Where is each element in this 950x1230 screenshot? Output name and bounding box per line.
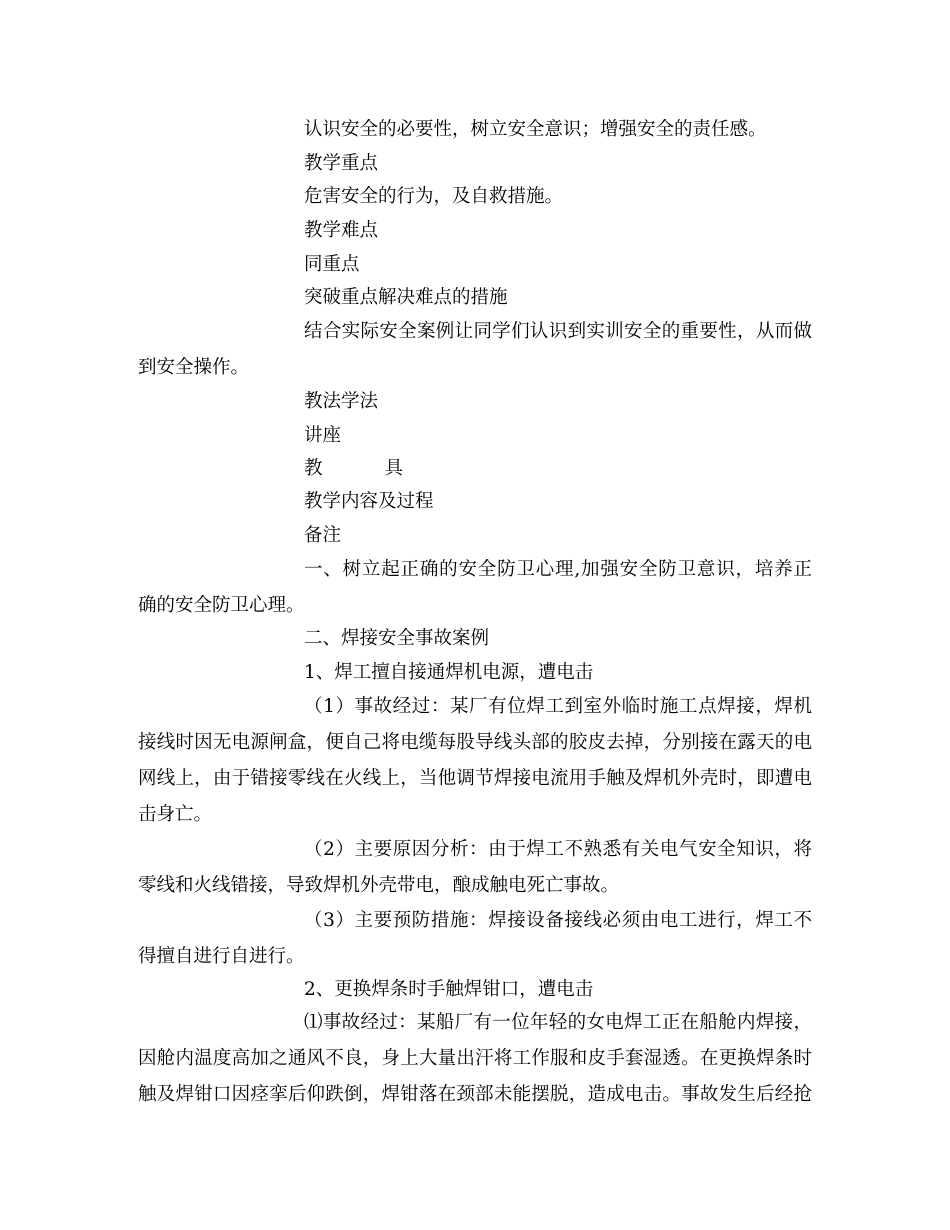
text-line: 一、树立起正确的安全防卫心理,加强安全防卫意识，培养正 [304, 559, 812, 580]
text-line: 结合实际安全案例让同学们认识到实训安全的重要性，从而做 [304, 321, 812, 342]
text-line: ⑴事故经过：某船厂有一位年轻的女电焊工正在船舱内焊接， [304, 1012, 812, 1033]
teaching-aids-char-2: 具 [384, 458, 404, 479]
case-heading: 2、更换焊条时手触焊钳口，遭电击 [304, 979, 594, 1000]
heading-teaching-difficulty: 教学难点 [304, 220, 379, 241]
heading-teaching-focus: 教学重点 [304, 153, 379, 174]
text-line: 因舱内温度高加之通风不良，身上大量出汗将工作服和皮手套湿透。在更换焊条时 [138, 1048, 812, 1069]
heading-methods: 教法学法 [304, 391, 379, 412]
text-line: 讲座 [304, 425, 342, 446]
text-line: 击身亡。 [138, 804, 213, 825]
section-heading: 二、焊接安全事故案例 [304, 628, 490, 649]
text-line: 接线时因无电源闸盒，便自己将电缆每股导线头部的胶皮去掉，分别接在露天的电 [138, 732, 812, 753]
text-line: 危害安全的行为，及自救措施。 [304, 186, 564, 207]
text-line: （1）事故经过：某厂有位焊工到室外临时施工点焊接，焊机 [304, 696, 812, 717]
text-line: 触及焊钳口因痉挛后仰跌倒，焊钳落在颈部未能摆脱，造成电击。事故发生后经抢 [138, 1084, 812, 1105]
case-heading: 1、焊工擅自接通焊机电源，遭电击 [304, 662, 594, 683]
heading-teaching-aids [304, 458, 403, 480]
text-line: 确的安全防卫心理。 [138, 595, 305, 616]
text-line: （3）主要预防措施：焊接设备接线必须由电工进行，焊工不 [304, 910, 812, 931]
heading-measures: 突破重点解决难点的措施 [304, 287, 508, 308]
text-line: 认识安全的必要性，树立安全意识；增强安全的责任感。 [304, 119, 767, 140]
heading-notes: 备注 [304, 525, 342, 546]
text-line: 同重点 [304, 254, 360, 275]
text-line: 到安全操作。 [138, 357, 250, 378]
text-line: 零线和火线错接，导致焊机外壳带电，酿成触电死亡事故。 [138, 875, 620, 896]
heading-content-process: 教学内容及过程 [304, 491, 434, 512]
text-line: 得擅自进行自进行。 [138, 946, 305, 967]
text-line: 网线上，由于错接零线在火线上，当他调节焊接电流用手触及焊机外壳时，即遭电 [138, 768, 812, 789]
text-line: （2）主要原因分析：由于焊工不熟悉有关电气安全知识，将 [304, 839, 812, 860]
teaching-aids-char-1: 教 [304, 458, 323, 479]
